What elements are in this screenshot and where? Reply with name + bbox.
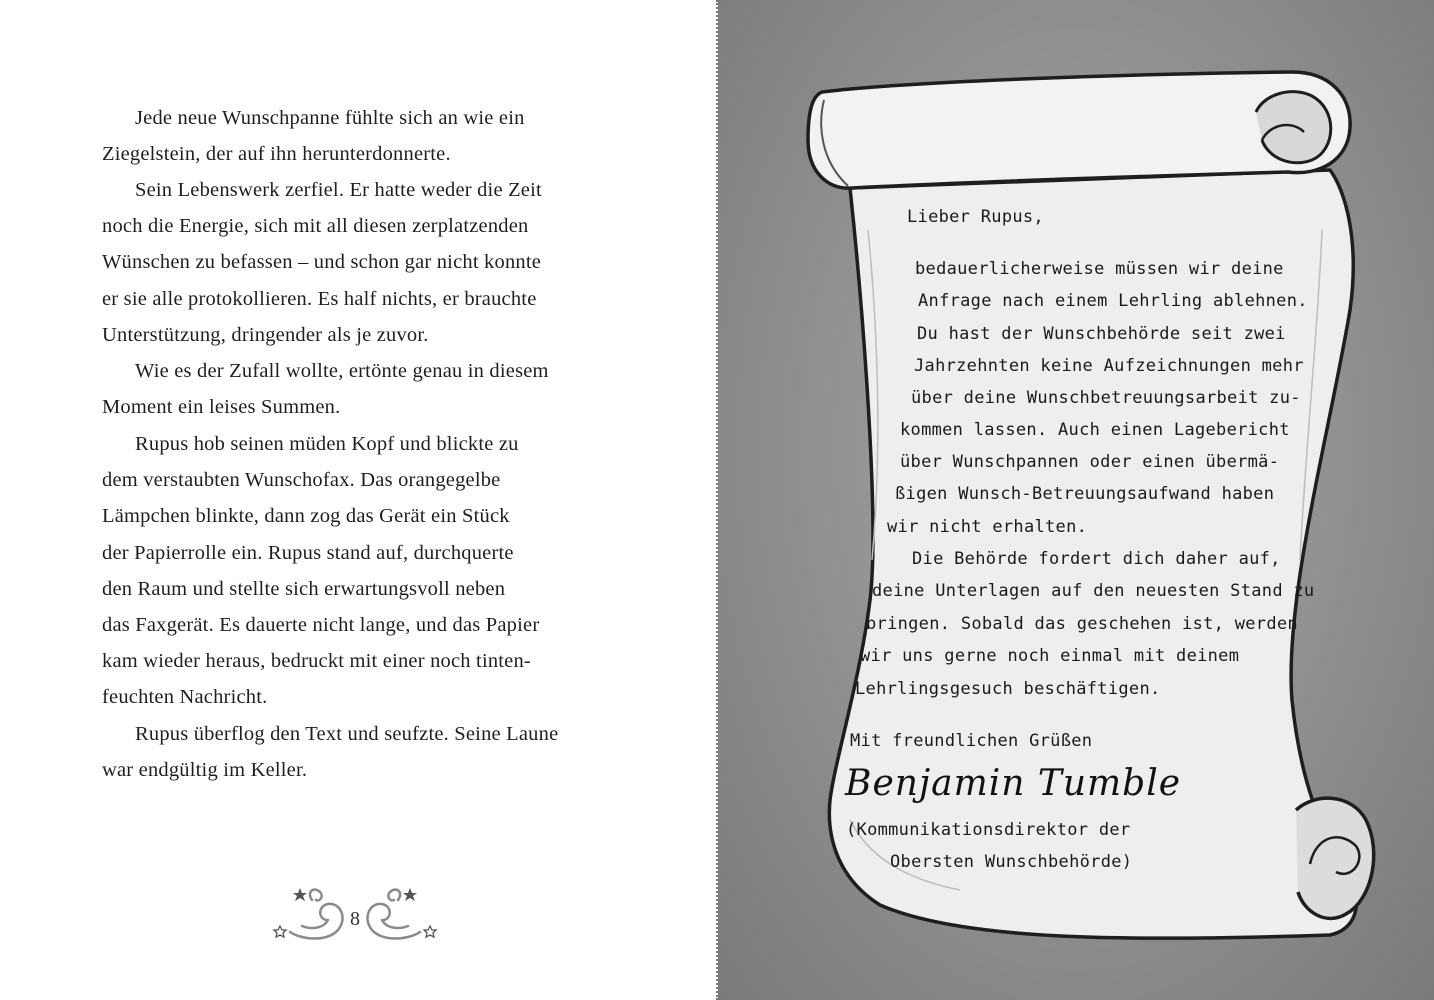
letter-line: wir uns gerne noch einmal mit deinem xyxy=(860,646,1240,666)
letter-line: wir nicht erhalten. xyxy=(887,517,1088,537)
letter-line: über deine Wunschbetreuungsarbeit zu- xyxy=(911,388,1301,408)
paragraph: Sein Lebenswerk zerfiel. Er hatte weder die Zeit noch die Energie, sich mit all diesen zerplatzenden Wünschen zu befassen – und schon gar nicht konnte er sie alle protokollieren. Es half nichts, er brauchte Unterstützung, dringender als je zuvor. xyxy=(102,179,542,346)
letter-line: kommen lassen. Auch einen Lagebericht xyxy=(900,420,1290,440)
paragraph: Rupus überflog den Text und seufzte. Seine Laune war endgültig im Keller. xyxy=(102,723,559,782)
letter-salutation: Lieber Rupus, xyxy=(907,207,1044,227)
letter-closing: Mit freundlichen Grüßen xyxy=(850,731,1093,751)
letter-line: über Wunschpannen oder einen übermä- xyxy=(900,452,1280,472)
letter-line: Du hast der Wunschbehörde seit zwei xyxy=(917,324,1286,344)
signer-title: Obersten Wunschbehörde) xyxy=(890,852,1133,872)
letter-line: bedauerlicherweise müssen wir deine xyxy=(915,259,1284,279)
letter-line: Die Behörde fordert dich daher auf, xyxy=(912,549,1281,569)
paragraph: Wie es der Zufall wollte, ertönte genau in diesem Moment ein leises Summen. xyxy=(102,360,549,419)
signature: Benjamin Tumble xyxy=(845,763,1182,804)
letter-line: deine Unterlagen auf den neuesten Stand zu xyxy=(872,581,1315,601)
letter-line: Anfrage nach einem Lehrling ablehnen. xyxy=(918,291,1308,311)
letter-line: bringen. Sobald das geschehen ist, werden xyxy=(866,614,1298,634)
letter-line: Jahrzehnten keine Aufzeichnungen mehr xyxy=(914,356,1304,376)
letter-line: Lehrlingsgesuch beschäftigen. xyxy=(855,679,1161,699)
letter-line: ßigen Wunsch-Betreuungsaufwand haben xyxy=(895,484,1275,504)
paragraph: Rupus hob seinen müden Kopf und blickte zu dem verstaubten Wunschofax. Das orangegelbe Lämpchen blinkte, dann zog das Gerät ein Stück der Papierrolle ein. Rupus stand auf, durchquerte den Raum und stellte sich erwartungsvoll neben das Faxgerät. Es dauerte nicht lange, und das Papier kam wieder heraus, bedruckt mit einer noch tinten- feuchten Nachricht. xyxy=(102,433,540,709)
page-number: 8 xyxy=(350,908,360,930)
signer-title: (Kommunikationsdirektor der xyxy=(846,820,1131,840)
paragraph: Jede neue Wunschpanne fühlte sich an wie ein Ziegelstein, der auf ihn herunterdonnerte. xyxy=(102,107,525,166)
